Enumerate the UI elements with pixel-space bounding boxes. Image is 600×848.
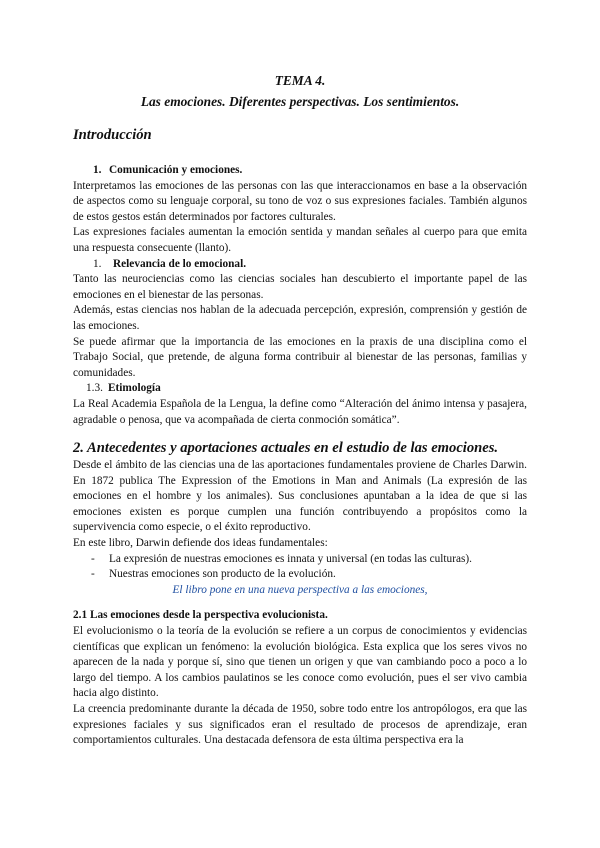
section-3-title: Etimología <box>108 382 161 395</box>
highlight-sentence: El libro pone en una nueva perspectiva a las emociones, <box>172 583 428 596</box>
section-3-number: 1.3. <box>86 382 103 395</box>
document-title: Las emociones. Diferentes perspectivas. Los sentimientos. <box>140 94 460 109</box>
section-2-number: 1. <box>93 257 102 270</box>
evolutionist-paragraph-2: La creencia predominante durante la década de 1950, sobre todo entre los antropólogos, era que las expresiones faciales y sus significados eran el resultado de procesos de aprendizaje, eran comportamientos culturales. Una destacada defensora de esta última perspectiva era la <box>73 703 527 747</box>
section-2-title: Relevancia de lo emocional. <box>113 257 247 270</box>
section-1-title: Comunicación y emociones. <box>109 164 243 176</box>
section-2-paragraph-3: Se puede afirmar que la importancia de las emociones en la praxis de una disciplina como el Trabajo Social, que pretende, de alguna forma contribuir al bienestar de las personas, familias y comunidades. <box>73 335 527 379</box>
evolutionist-paragraph-1: El evolucionismo o la teoría de la evolución se refiere a un corpus de conocimientos y evidencias científicas que explican un fenómeno: la evolución biológica. Esta explica que los seres vivos no aparecen de la nada y porque sí, sino que tienen un origen y que van cambiando poco a poco a lo largo del tiempo. A los cambios paulatinos se les conoce como evolución, pues el ser vivo cambia hacia algo distinto. <box>73 625 527 700</box>
section-1-paragraph-1: Interpretamos las emociones de las personas con las que interaccionamos en base a la observación de aspectos como su lenguaje corporal, su tono de voz o sus expresiones faciales. También algunos de estos gestos están determinados por factores culturales. <box>73 179 527 223</box>
title-block <box>73 70 527 112</box>
section-2-paragraph-1: Tanto las neurociencias como las ciencias sociales han descubierto el importante papel de las emociones en el bienestar de las personas. <box>73 273 527 301</box>
section-1-paragraph-2: Las expresiones faciales aumentan la emoción sentida y mandan señales al cuerpo para que emita una respuesta consecuente (llanto). <box>73 226 527 254</box>
section-1-number: 1. <box>93 164 102 176</box>
evolutionist-heading: 2.1 Las emociones desde la perspectiva evolucionista. <box>73 609 328 622</box>
bullet-dash: - <box>91 552 95 565</box>
antecedentes-heading: 2. Antecedentes y aportaciones actuales en el estudio de las emociones. <box>73 440 499 457</box>
introduction-heading: Introducción <box>73 127 152 143</box>
section-2-paragraph-2: Además, estas ciencias nos hablan de la adecuada percepción, expresión, comprensión y gestión de las emociones. <box>73 304 527 332</box>
bullet-dash: - <box>91 568 95 581</box>
bullet-item <box>73 552 527 568</box>
section-3-heading <box>73 381 527 397</box>
antecedentes-paragraph-1: Desde el ámbito de las ciencias una de las aportaciones fundamentales proviene de Charles Darwin. En 1872 publica The Expression of the Emotions in Man and Animals (La expresión de las emociones en el hombre y los animales). Sus conclusiones apuntaban a la idea de que si las emociones existen es porque cumplen una función contribuyendo a propósitos como la supervivencia como especie, o el éxito reproductivo. <box>73 459 527 534</box>
section-2-heading <box>73 257 527 273</box>
bullet-item <box>73 567 527 583</box>
topic-number: TEMA 4. <box>274 73 326 88</box>
document-body <box>73 163 527 749</box>
bullet-text: Nuestras emociones son producto de la evolución. <box>109 568 336 581</box>
section-1-heading <box>73 163 527 179</box>
antecedentes-paragraph-2: En este libro, Darwin defiende dos ideas fundamentales: <box>73 537 328 550</box>
bullet-text: La expresión de nuestras emociones es innata y universal (en todas las culturas). <box>109 552 472 565</box>
section-3-paragraph-1: La Real Academia Española de la Lengua, la define como “Alteración del ánimo intensa y pasajera, agradable o penosa, que va acompañada de cierta conmoción somática”. <box>73 397 527 426</box>
